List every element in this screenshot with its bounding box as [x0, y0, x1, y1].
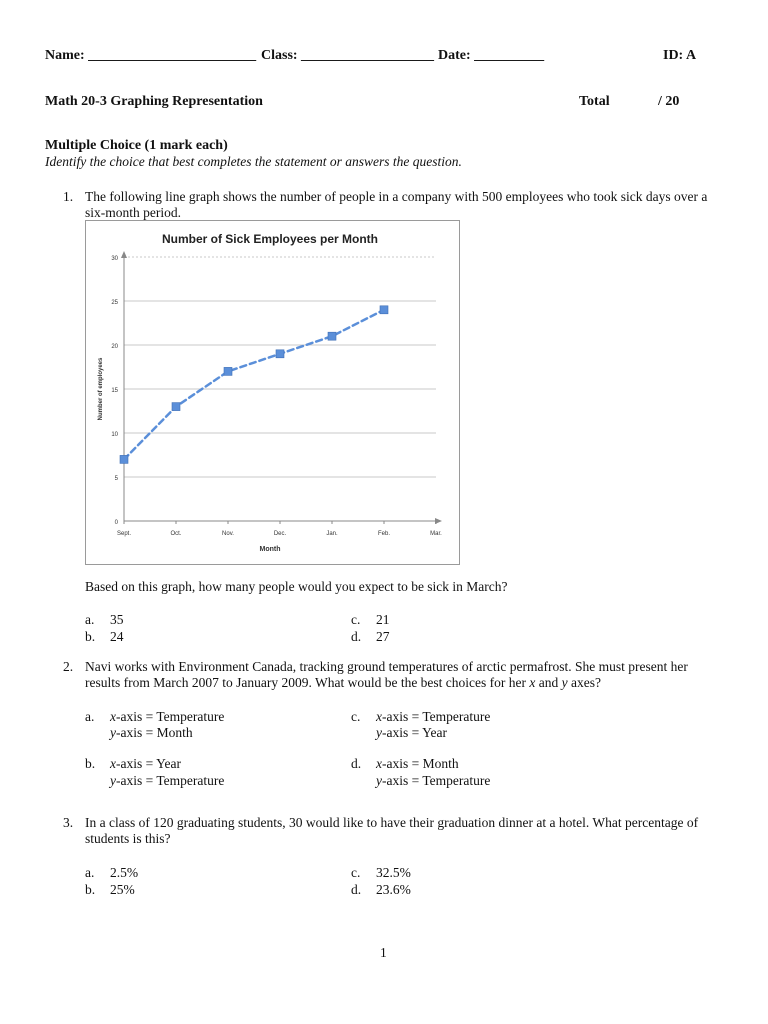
question-2-text-end: axes?: [567, 675, 601, 690]
q3-option-c-text[interactable]: 32.5%: [376, 865, 411, 880]
section-instructions: Identify the choice that best completes the statement or answers the question.: [45, 154, 462, 169]
q1-option-c-letter: c.: [351, 612, 361, 627]
chart-title: Number of Sick Employees per Month: [161, 232, 379, 246]
question-1-text: The following line graph shows the number of people in a company with 500 employees who took sick days over a six-month period.: [85, 189, 708, 220]
q3-option-a-letter: a.: [85, 865, 95, 880]
q2-option-d-x-var: x: [376, 756, 382, 771]
question-2-y-var: y: [561, 675, 568, 690]
q2-option-c-line1[interactable]: [376, 709, 490, 725]
question-3-number: 3.: [63, 815, 74, 830]
question-2-and: and: [535, 675, 562, 690]
q2-option-a-line2[interactable]: [110, 725, 193, 741]
y-axis-arrow: [121, 251, 127, 258]
x-tick-label: Dec.: [273, 531, 287, 537]
x-tick-label: Feb.: [377, 531, 391, 537]
y-tick-label: 25: [111, 300, 118, 306]
q2-option-c-x-var: x: [376, 709, 382, 724]
q2-option-b-line1-text: -axis = Year: [116, 756, 181, 771]
data-point: [380, 306, 388, 314]
y-tick-label: 5: [114, 476, 118, 482]
q2-option-c-line2-text: -axis = Year: [382, 725, 447, 740]
q2-option-a-line2-text: -axis = Month: [116, 725, 193, 740]
y-tick-label: 0: [114, 520, 118, 526]
y-tick-label: 20: [111, 344, 118, 350]
question-2-text-main: Navi works with Environment Canada, tracking ground temperatures of arctic permafrost. She must present her results from March 2007 to January 2009. What would be the best choices for her: [85, 659, 688, 690]
q3-option-d-letter: d.: [351, 882, 362, 897]
q2-option-a-y-var: y: [110, 725, 116, 740]
x-tick-label: Nov.: [222, 531, 234, 537]
q2-option-c-line2[interactable]: [376, 725, 447, 741]
sick-employees-chart: [85, 220, 460, 565]
data-point: [172, 403, 180, 411]
q2-option-c-line1-text: -axis = Temperature: [382, 709, 491, 724]
q2-option-b-line2[interactable]: [110, 773, 224, 789]
q3-option-c-letter: c.: [351, 865, 361, 880]
class-field-label: Class: ___________________: [261, 48, 435, 63]
question-1-number: 1.: [63, 189, 74, 204]
q3-option-b-letter: b.: [85, 882, 96, 897]
q1-option-a-text[interactable]: 35: [110, 612, 124, 627]
q2-option-d-y-var: y: [376, 773, 382, 788]
q2-option-d-line2-text: -axis = Temperature: [382, 773, 491, 788]
data-point: [120, 455, 128, 463]
series-line: [124, 310, 384, 460]
q2-option-b-line1[interactable]: [110, 756, 181, 772]
y-tick-label: 10: [111, 432, 118, 438]
q2-option-b-letter: b.: [85, 756, 96, 771]
y-tick-label: 15: [111, 388, 118, 394]
date-field-label: Date: __________: [438, 48, 545, 63]
line-chart: [86, 221, 459, 564]
q2-option-d-line1[interactable]: [376, 756, 459, 772]
x-tick-label: Mar.: [430, 531, 442, 537]
q2-option-a-line1-text: -axis = Temperature: [116, 709, 225, 724]
q1-option-d-text[interactable]: 27: [376, 629, 390, 644]
x-tick-label: Sept.: [116, 531, 132, 537]
name-field-label: Name: ________________________: [45, 48, 257, 63]
x-axis-label: Month: [259, 546, 281, 553]
data-point: [224, 367, 232, 375]
total-label: Total: [579, 94, 610, 109]
q1-option-b-letter: b.: [85, 629, 96, 644]
data-point: [276, 350, 284, 358]
q1-option-a-letter: a.: [85, 612, 95, 627]
id-label: ID: A: [663, 48, 697, 63]
x-tick-label: Oct.: [170, 531, 182, 537]
course-title: Math 20-3 Graphing Representation: [45, 94, 263, 109]
q2-option-d-line1-text: -axis = Month: [382, 756, 459, 771]
q2-option-c-letter: c.: [351, 709, 361, 724]
section-title: Multiple Choice (1 mark each): [45, 138, 228, 153]
q2-option-a-x-var: x: [110, 709, 116, 724]
q2-option-b-x-var: x: [110, 756, 116, 771]
q2-option-a-line1[interactable]: [110, 709, 224, 725]
q2-option-d-line2[interactable]: [376, 773, 490, 789]
q3-option-a-text[interactable]: 2.5%: [110, 865, 139, 880]
question-2-x-var: x: [529, 675, 536, 690]
q2-option-d-letter: d.: [351, 756, 362, 771]
q1-option-b-text[interactable]: 24: [110, 629, 124, 644]
q1-option-d-letter: d.: [351, 629, 362, 644]
q1-option-c-text[interactable]: 21: [376, 612, 390, 627]
x-tick-label: Jan.: [326, 531, 338, 537]
total-value: / 20: [658, 94, 680, 109]
y-tick-label: 30: [111, 256, 118, 262]
question-1-prompt: Based on this graph, how many people would you expect to be sick in March?: [85, 579, 508, 594]
q2-option-c-y-var: y: [376, 725, 382, 740]
y-axis-label: Number of employees: [98, 357, 104, 421]
question-2-text: [85, 659, 725, 691]
data-point: [328, 332, 336, 340]
q2-option-b-y-var: y: [110, 773, 116, 788]
page-number: 1: [380, 945, 387, 960]
q3-option-d-text[interactable]: 23.6%: [376, 882, 411, 897]
q2-option-a-letter: a.: [85, 709, 95, 724]
question-3-text: In a class of 120 graduating students, 30 would like to have their graduation dinner at a hotel. What percentage of students is this?: [85, 815, 699, 846]
q2-option-b-line2-text: -axis = Temperature: [116, 773, 225, 788]
question-2-number: 2.: [63, 659, 74, 674]
q3-option-b-text[interactable]: 25%: [110, 882, 135, 897]
